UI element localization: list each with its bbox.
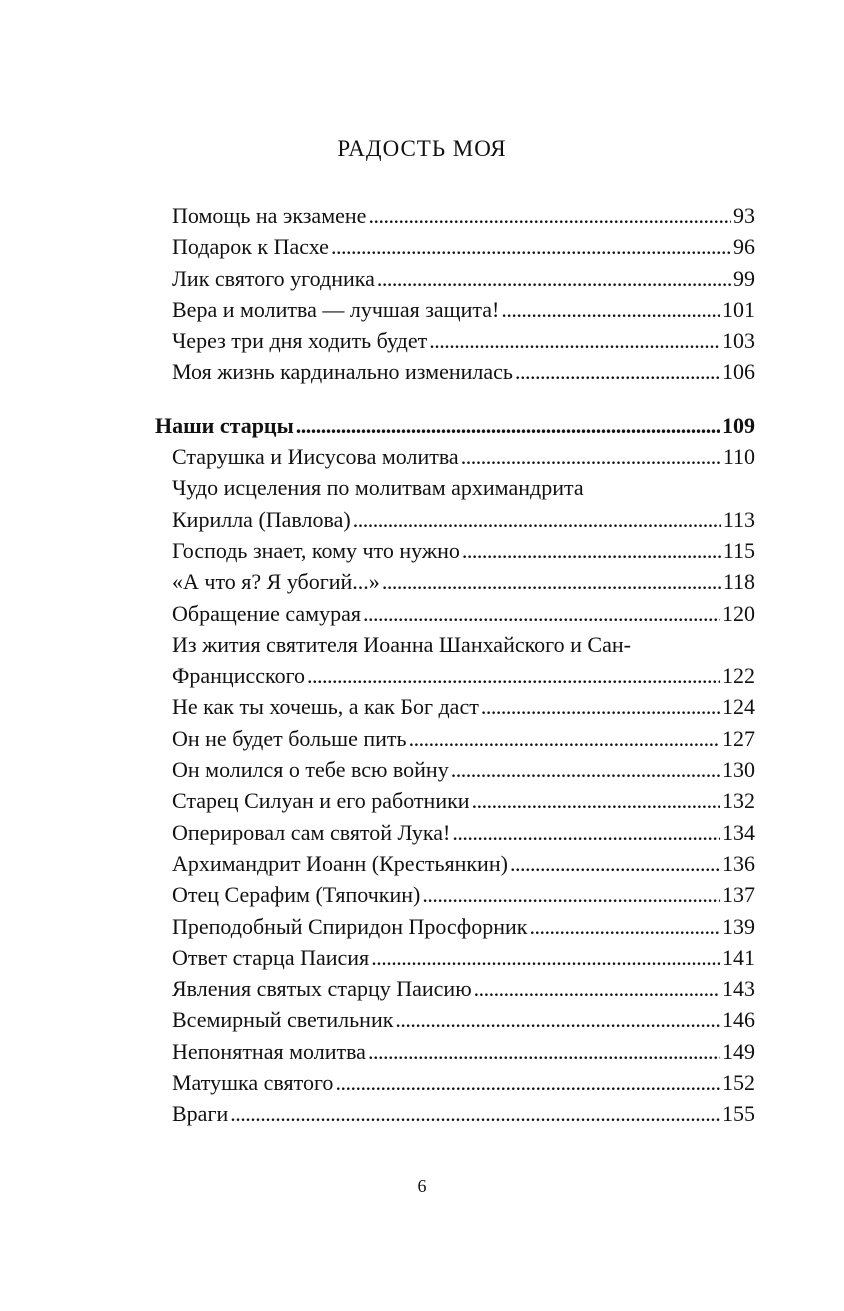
entry-page: 106 — [722, 359, 755, 385]
dot-leader — [451, 754, 720, 785]
dot-leader — [501, 294, 720, 325]
toc-entry — [172, 1067, 755, 1098]
dot-leader — [422, 879, 720, 910]
entry-page: 113 — [722, 506, 755, 532]
entry-title: Старушка и Иисусова молитва — [172, 444, 459, 470]
dot-leader — [461, 441, 721, 472]
entry-page: 139 — [722, 913, 755, 939]
dot-leader — [515, 356, 720, 387]
entry-title: «А что я? Я убогий...» — [172, 569, 380, 595]
entry-title: Он не будет больше пить — [172, 725, 407, 751]
entry-title: Лик святого угодника — [172, 265, 375, 291]
dot-leader — [353, 504, 721, 535]
dot-leader — [395, 1004, 720, 1035]
dot-leader — [331, 231, 731, 262]
toc-entry — [172, 973, 755, 1004]
toc-entry — [172, 356, 755, 387]
page-number: 6 — [417, 1176, 427, 1196]
dot-leader — [382, 566, 721, 597]
entry-page: 118 — [722, 569, 755, 595]
dot-leader — [474, 973, 720, 1004]
section-page: 109 — [722, 412, 755, 438]
entry-page: 110 — [722, 444, 755, 470]
entry-title: Подарок к Пасхе — [172, 234, 329, 260]
entry-page: 136 — [722, 850, 755, 876]
entry-title: Враги — [172, 1101, 229, 1127]
entry-title: Всемирный светильник — [172, 1007, 394, 1033]
entry-title: Он молился о тебе всю войну — [172, 757, 449, 783]
dot-leader — [481, 691, 720, 722]
dot-leader — [335, 1067, 720, 1098]
entry-page: 137 — [722, 882, 755, 908]
entry-title: Отец Серафим (Тяпочкин) — [172, 882, 421, 908]
dot-leader — [307, 660, 720, 691]
dot-leader — [452, 817, 720, 848]
entry-title: Обращение самурая — [172, 600, 361, 626]
entry-title: Через три дня ходить будет — [172, 328, 428, 354]
toc-entry — [172, 294, 755, 325]
entry-title: Не как ты хочешь, а как Бог даст — [172, 694, 479, 720]
entries-group — [155, 200, 755, 388]
toc-entry — [172, 911, 755, 942]
entry-page: 134 — [722, 819, 755, 845]
entry-title: Архимандрит Иоанн (Крестьянкин) — [172, 850, 508, 876]
section-title: Наши старцы — [155, 412, 294, 438]
dot-leader — [510, 848, 720, 879]
dot-leader — [371, 942, 720, 973]
toc-entry — [172, 942, 755, 973]
toc-entry — [172, 785, 755, 816]
toc-entry — [172, 263, 755, 294]
toc-entry — [172, 566, 755, 597]
dot-leader — [462, 535, 721, 566]
toc-entry — [172, 723, 755, 754]
entry-title: Вера и молитва — лучшая защита! — [172, 296, 500, 322]
toc-entry — [172, 817, 755, 848]
entry-title: Господь знает, кому что нужно — [172, 537, 460, 563]
toc-entry — [172, 598, 755, 629]
entry-page: 101 — [722, 296, 755, 322]
toc-entry — [172, 691, 755, 722]
toc-entry — [172, 325, 755, 356]
table-of-contents — [155, 200, 755, 1130]
toc-entry — [172, 441, 755, 472]
entry-title: Явления святых старцу Паисию — [172, 976, 472, 1002]
entry-title: Матушка святого — [172, 1070, 334, 1096]
entry-page: 130 — [722, 757, 755, 783]
toc-entry — [172, 1004, 755, 1035]
toc-entry — [172, 200, 755, 231]
dot-leader — [368, 200, 731, 231]
toc-entry — [172, 504, 755, 535]
entry-page: 141 — [722, 944, 755, 970]
dot-leader — [368, 1036, 720, 1067]
entry-title: Непонятная молитва — [172, 1038, 366, 1064]
entry-title: Францисского — [172, 663, 306, 689]
entry-page: 103 — [722, 328, 755, 354]
entry-title: Моя жизнь кардинально изменилась — [172, 359, 513, 385]
dot-leader — [409, 723, 720, 754]
entry-page: 146 — [722, 1007, 755, 1033]
entry-title: Кирилла (Павлова) — [172, 506, 351, 532]
entry-page: 124 — [722, 694, 755, 720]
dot-leader — [472, 785, 720, 816]
dot-leader — [529, 911, 720, 942]
entry-title: Чудо исцеления по молитвам архимандрита — [172, 475, 584, 501]
toc-entry — [172, 231, 755, 262]
toc-entry-first-line — [172, 472, 755, 503]
toc-entry — [172, 535, 755, 566]
toc-entry-first-line — [172, 629, 755, 660]
entry-title: Помощь на экзамене — [172, 203, 367, 228]
dot-leader — [377, 263, 731, 294]
dot-leader — [363, 598, 720, 629]
entry-title: Оперировал сам святой Лука! — [172, 819, 451, 845]
entry-title: Ответ старца Паисия — [172, 944, 370, 970]
section-heading — [155, 410, 755, 441]
entry-title: Из жития святителя Иоанна Шанхайского и Сан- — [172, 631, 631, 657]
dot-leader — [230, 1098, 720, 1129]
entry-page: 152 — [722, 1070, 755, 1096]
toc-entry — [172, 848, 755, 879]
toc-entry — [172, 754, 755, 785]
toc-entry — [172, 1098, 755, 1129]
entry-page: 155 — [722, 1101, 755, 1127]
section-entries-group — [155, 441, 755, 1130]
entry-page: 96 — [733, 234, 755, 260]
entry-page: 115 — [722, 537, 755, 563]
dot-leader — [429, 325, 720, 356]
entry-title: Преподобный Спиридон Просфорник — [172, 913, 528, 939]
dot-leader — [296, 410, 720, 441]
entry-page: 99 — [733, 265, 755, 291]
toc-entry — [172, 660, 755, 691]
entry-page: 132 — [722, 788, 755, 814]
toc-entry — [172, 879, 755, 910]
entry-page: 143 — [722, 976, 755, 1002]
entry-page: 120 — [722, 600, 755, 626]
entry-title: Старец Силуан и его работники — [172, 788, 470, 814]
entry-page: 122 — [722, 663, 755, 689]
running-head: РАДОСТЬ МОЯ — [337, 136, 507, 161]
entry-page: 127 — [722, 725, 755, 751]
entry-page: 93 — [733, 203, 755, 228]
entry-page: 149 — [722, 1038, 755, 1064]
toc-entry — [172, 1036, 755, 1067]
